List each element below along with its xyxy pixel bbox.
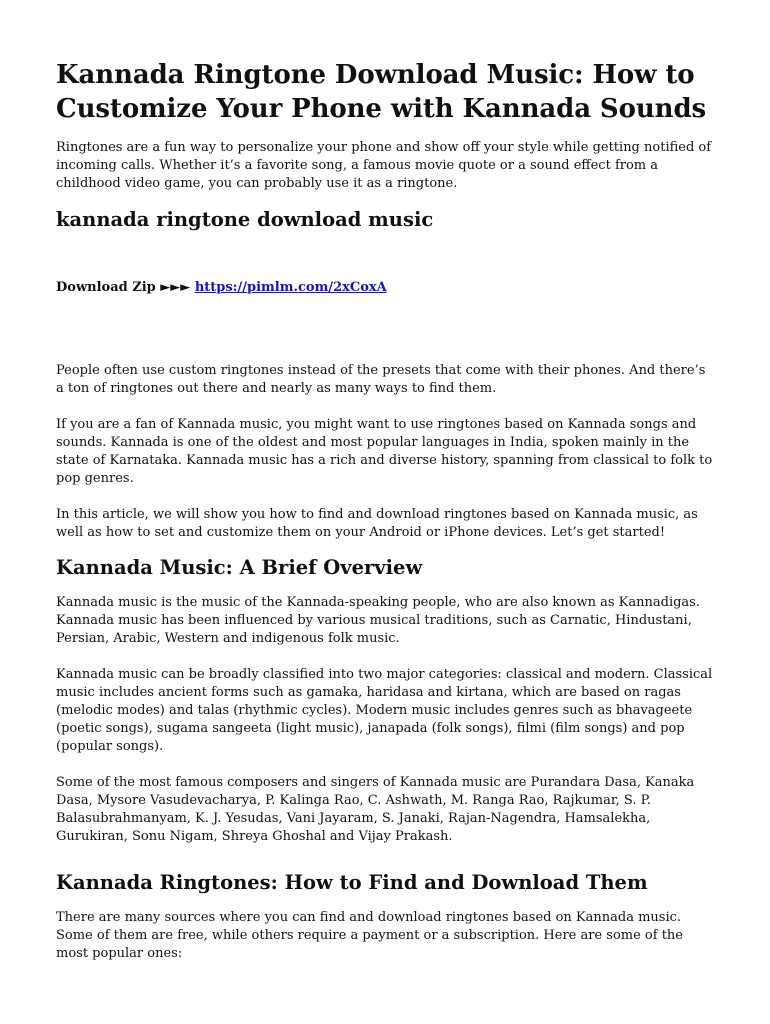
paragraph: There are many sources where you can find and download ringtones based on Kannada music. Some of them are free, while others require a payment or a subscription. Here are some of the most popular ones:	[56, 910, 683, 961]
download-line	[56, 279, 715, 297]
section-heading-ringtones: Kannada Ringtones: How to Find and Download Them	[56, 871, 648, 894]
paragraph: Kannada music can be broadly classified into two major categories: classical and modern. Classical music includes ancient forms such as gamaka, haridasa and kirtana, which are based on ragas (melodic modes) and talas (rhythmic cycles). Modern music includes genres such as bhavageete (poetic songs), sugama sangeeta (light music), janapada (folk songs), filmi (film songs) and pop (popular songs).	[56, 667, 713, 754]
page-title: Kannada Ringtone Download Music: How to Customize Your Phone with Kannada Sounds	[56, 60, 707, 124]
section-heading-overview: Kannada Music: A Brief Overview	[56, 556, 423, 579]
keyword-heading: kannada ringtone download music	[56, 208, 434, 231]
paragraph: People often use custom ringtones instead of the presets that come with their phones. And there’s a ton of ringtones out there and nearly as many ways to find them.	[56, 363, 706, 396]
paragraph: Some of the most famous composers and singers of Kannada music are Purandara Dasa, Kanaka Dasa, Mysore Vasudevacharya, P. Kalinga Rao, C. Ashwath, M. Ranga Rao, Rajkumar, S. P. Balasubrahmanyam, K. J. Yesudas, Vani Jayaram, S. Janaki, Rajan-Nagendra, Hamsalekha, Gurukiran, Sonu Nigam, Shreya Ghoshal and Vijay Prakash.	[56, 775, 695, 844]
intro-paragraph: Ringtones are a fun way to personalize your phone and show off your style while getting notified of incoming calls. Whether it’s a favorite song, a famous movie quote or a sound effect from a childhood video game, you can probably use it as a ringtone.	[56, 140, 712, 191]
paragraph: In this article, we will show you how to find and download ringtones based on Kannada music, as well as how to set and customize them on your Android or iPhone devices. Let’s get started!	[56, 507, 698, 540]
download-link[interactable]: https://pimlm.com/2xCoxA	[194, 280, 387, 295]
paragraph: Kannada music is the music of the Kannada-speaking people, who are also known as Kannadigas. Kannada music has been influenced by various musical traditions, such as Carnatic, Hindustani, Persian, Arabic, Western and indigenous folk music.	[56, 595, 700, 646]
paragraph: If you are a fan of Kannada music, you might want to use ringtones based on Kannada songs and sounds. Kannada is one of the oldest and most popular languages in India, spoken mainly in the state of Karnataka. Kannada music has a rich and diverse history, spanning from classical to folk to pop genres.	[56, 417, 713, 486]
download-label: Download Zip ►►►	[56, 280, 195, 295]
